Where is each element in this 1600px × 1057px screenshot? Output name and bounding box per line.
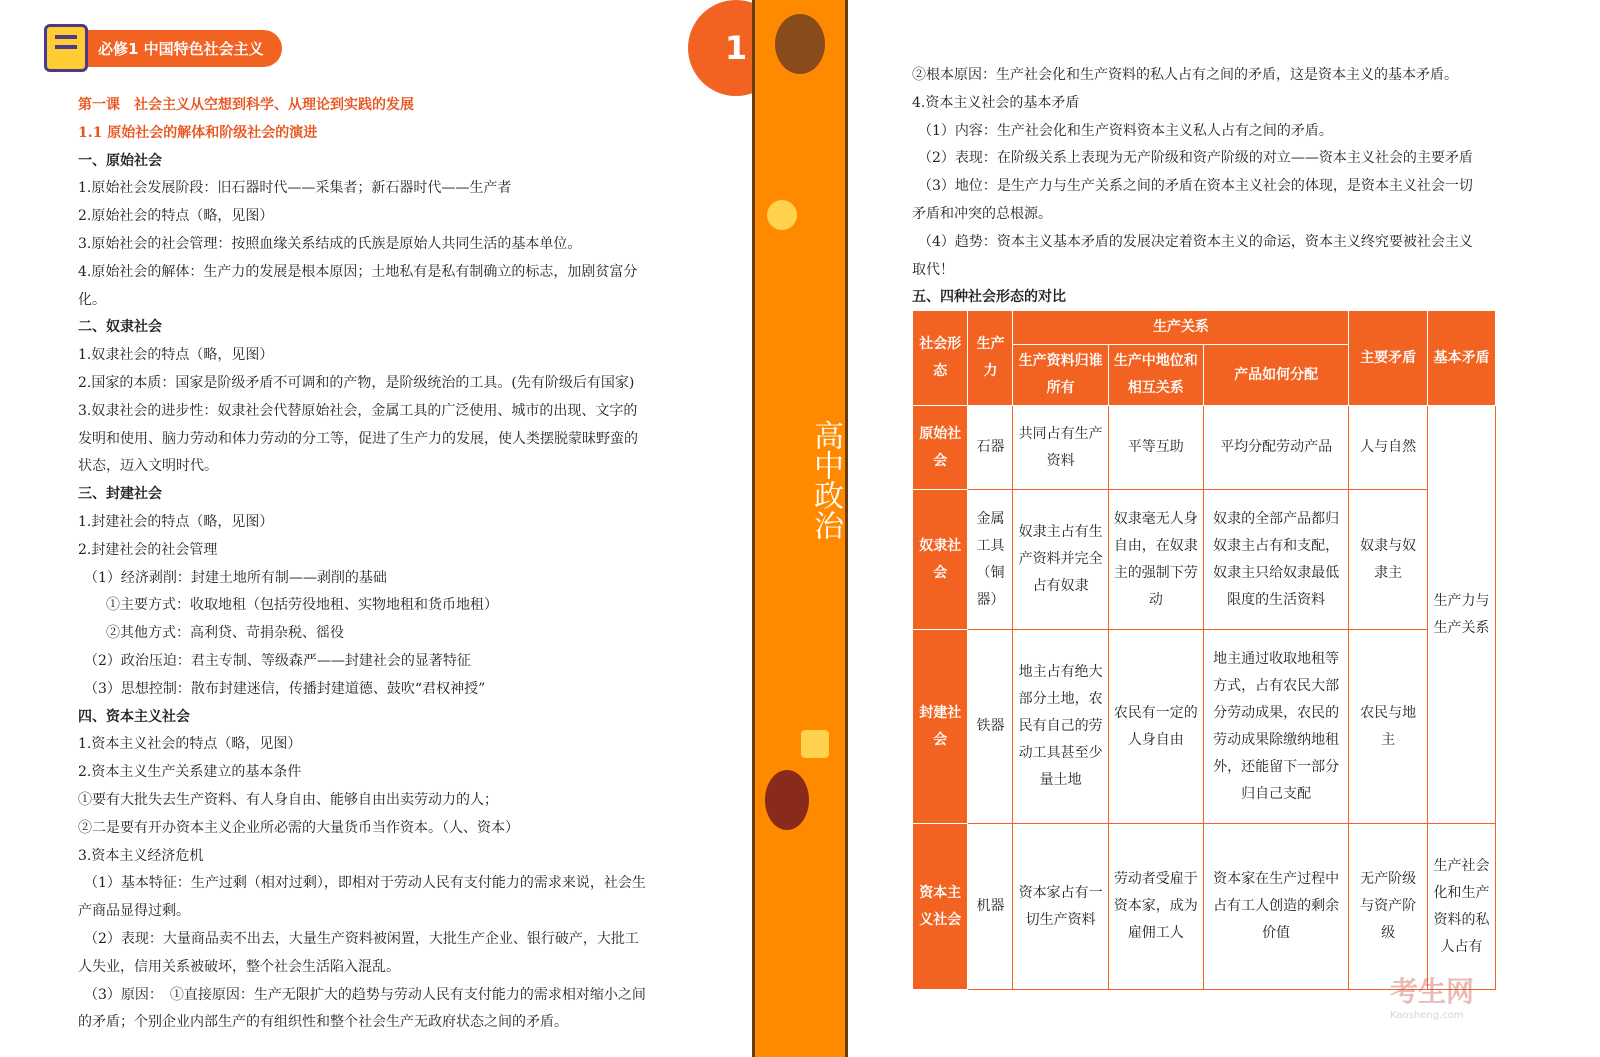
th-owner: 生产资料归谁所有 (1013, 345, 1108, 406)
left-line: 2.封建社会的社会管理 (78, 541, 218, 558)
right-line: （3）地位：是生产力与生产关系之间的矛盾在资本主义社会的体现，是资本主义社会一切 (918, 178, 1473, 195)
left-line: 二、奴隶社会 (78, 319, 162, 336)
table-row (913, 824, 1496, 990)
cell-main: 农民与地主 (1349, 630, 1428, 824)
left-line: （3）思想控制：散布封建迷信，传播封建道德、鼓吹“君权神授” (84, 680, 486, 697)
left-page-content (78, 92, 676, 1037)
cell-dist: 奴隶的全部产品都归奴隶主占有和支配，奴隶主只给奴隶最低限度的生活资料 (1203, 490, 1348, 630)
watermark-logo (1390, 970, 1580, 1030)
left-line: 的矛盾；个别企业内部生产的有组织性和整个社会生产无政府状态之间的矛盾。 (78, 1014, 568, 1031)
page-number-left: 1 (688, 0, 784, 96)
cell-basic-capitalist: 生产社会化和生产资料的私人占有 (1427, 824, 1495, 990)
cell-force: 石器 (968, 406, 1013, 490)
left-line: （3）原因： ①直接原因：生产无限扩大的趋势与劳动人民有支付能力的需求相对缩小之间 (84, 986, 646, 1003)
cell-force: 铁器 (968, 630, 1013, 824)
gift-icon (801, 730, 829, 758)
cell-main: 人与自然 (1349, 406, 1428, 490)
th-relations: 生产关系 (1013, 311, 1349, 345)
left-line: ②其他方式：高利贷、苛捐杂税、徭役 (106, 625, 344, 642)
right-line: 矛盾和冲突的总根源。 (912, 205, 1052, 222)
section-badge-label: 必修1 中国特色社会主义 (84, 30, 282, 67)
left-line: 2.国家的本质：国家是阶级矛盾不可调和的产物，是阶级统治的工具。(先有阶级后有国家) (78, 374, 635, 391)
section-badge (44, 22, 282, 74)
comparison-table (912, 310, 1496, 990)
left-line: 2.原始社会的特点（略，见图） (78, 208, 274, 225)
cell-form: 原始社会 (913, 406, 968, 490)
spine (752, 0, 848, 1057)
left-line: 2.资本主义生产关系建立的基本条件 (78, 764, 302, 781)
left-line: 一、原始社会 (78, 152, 162, 169)
lightbulb-icon (767, 200, 797, 230)
cell-basic-shared: 生产力与生产关系 (1427, 406, 1495, 824)
cartoon-girl-icon (765, 770, 809, 830)
th-status: 生产中地位和相互关系 (1108, 345, 1203, 406)
cell-form: 奴隶社会 (913, 490, 968, 630)
watermark-url: Kaosheng.com (1390, 1010, 1464, 1021)
watermark-name: 考生网 (1390, 975, 1475, 1008)
left-line: 第一课 社会主义从空想到科学、从理论到实践的发展 (78, 97, 414, 113)
left-line: 1.1 原始社会的解体和阶级社会的演进 (78, 124, 318, 141)
right-line: （4）趋势：资本主义基本矛盾的发展决定着资本主义的命运，资本主义终究要被社会主义 (918, 233, 1473, 250)
left-line: 状态，迈入文明时代。 (78, 458, 218, 475)
cell-status: 平等互助 (1108, 406, 1203, 490)
table-row (913, 490, 1496, 630)
left-line: ①主要方式：收取地租（包括劳役地租、实物地租和货币地租） (106, 597, 498, 614)
left-line: 3.原始社会的社会管理：按照血缘关系结成的氏族是原始人共同生活的基本单位。 (78, 235, 582, 252)
cell-dist: 平均分配劳动产品 (1203, 406, 1348, 490)
left-line: 三、封建社会 (78, 486, 162, 503)
left-line: ②二是要有开办资本主义企业所必需的大量货币当作资本。（人、资本） (78, 819, 519, 836)
left-line: （2）表现：大量商品卖不出去，大量生产资料被闲置，大批生产企业、银行破产，大批工 (84, 930, 639, 947)
left-line: 化。 (78, 291, 106, 308)
cell-status: 奴隶毫无人身自由，在奴隶主的强制下劳动 (1108, 490, 1203, 630)
cartoon-boy-icon (775, 14, 825, 74)
cell-form: 封建社会 (913, 630, 968, 824)
right-line: （2）表现：在阶级关系上表现为无产阶级和资产阶级的对立——资本主义社会的主要矛盾 (918, 150, 1473, 167)
book-icon (44, 24, 88, 72)
right-line: ②根本原因：生产社会化和生产资料的私人占有之间的矛盾，这是资本主义的基本矛盾。 (912, 67, 1458, 83)
cell-owner: 地主占有绝大部分土地，农民有自己的劳动工具甚至少量土地 (1013, 630, 1108, 824)
cell-form: 资本主义社会 (913, 824, 968, 990)
right-line: 取代！ (912, 261, 954, 278)
th-main: 主要矛盾 (1349, 311, 1428, 406)
th-force: 生产力 (968, 311, 1013, 406)
left-line: 1.原始社会发展阶段：旧石器时代——采集者；新石器时代——生产者 (78, 180, 512, 197)
right-page-content (912, 62, 1512, 312)
left-line: 1.封建社会的特点（略，见图） (78, 513, 274, 530)
left-line: 发明和使用、脑力劳动和体力劳动的分工等，促进了生产力的发展，使人类摆脱蒙昧野蛮的 (78, 430, 638, 447)
cell-dist: 资本家在生产过程中占有工人创造的剩余价值 (1203, 824, 1348, 990)
th-dist: 产品如何分配 (1203, 345, 1348, 406)
left-line: 1.奴隶社会的特点（略，见图） (78, 347, 274, 364)
cell-force: 金属工具（铜器） (968, 490, 1013, 630)
left-page (0, 0, 752, 1057)
th-form: 社会形态 (913, 311, 968, 406)
cell-owner: 奴隶主占有生产资料并完全占有奴隶 (1013, 490, 1108, 630)
spine-title: 高中政治 (808, 420, 843, 540)
left-line: 3.资本主义经济危机 (78, 847, 204, 864)
right-line: 五、四种社会形态的对比 (912, 289, 1066, 306)
left-line: （2）政治压迫：君主专制、等级森严——封建社会的显著特征 (84, 652, 471, 669)
right-line: 4.资本主义社会的基本矛盾 (912, 94, 1080, 111)
cell-main: 无产阶级与资产阶级 (1349, 824, 1428, 990)
left-line: 4.原始社会的解体：生产力的发展是根本原因；土地私有是私有制确立的标志，加剧贫富分 (78, 263, 638, 280)
left-line: 四、资本主义社会 (78, 708, 190, 725)
cell-owner: 资本家占有一切生产资料 (1013, 824, 1108, 990)
left-line: 3.奴隶社会的进步性：奴隶社会代替原始社会，金属工具的广泛使用、城市的出现、文字的 (78, 402, 638, 419)
left-line: （1）基本特征：生产过剩（相对过剩），即相对于劳动人民有支付能力的需求来说，社会生 (84, 875, 646, 892)
left-line: 产商品显得过剩。 (78, 903, 190, 920)
table-row (913, 406, 1496, 490)
left-line: ①要有大批失去生产资料、有人身自由、能够自由出卖劳动力的人； (78, 791, 498, 808)
th-basic: 基本矛盾 (1427, 311, 1495, 406)
right-line: （1）内容：生产社会化和生产资料资本主义私人占有之间的矛盾。 (918, 122, 1333, 139)
left-line: 人失业，信用关系被破坏，整个社会生活陷入混乱。 (78, 958, 400, 975)
cell-dist: 地主通过收取地租等方式，占有农民大部分劳动成果，农民的劳动成果除缴纳地租外，还能留下一部分归自己支配 (1203, 630, 1348, 824)
left-line: 1.资本主义社会的特点（略，见图） (78, 736, 302, 753)
left-line: （1）经济剥削：封建土地所有制——剥削的基础 (84, 569, 387, 586)
table-row (913, 630, 1496, 824)
cell-force: 机器 (968, 824, 1013, 990)
cell-main: 奴隶与奴隶主 (1349, 490, 1428, 630)
cell-status: 农民有一定的人身自由 (1108, 630, 1203, 824)
cell-owner: 共同占有生产资料 (1013, 406, 1108, 490)
cell-status: 劳动者受雇于资本家，成为雇佣工人 (1108, 824, 1203, 990)
